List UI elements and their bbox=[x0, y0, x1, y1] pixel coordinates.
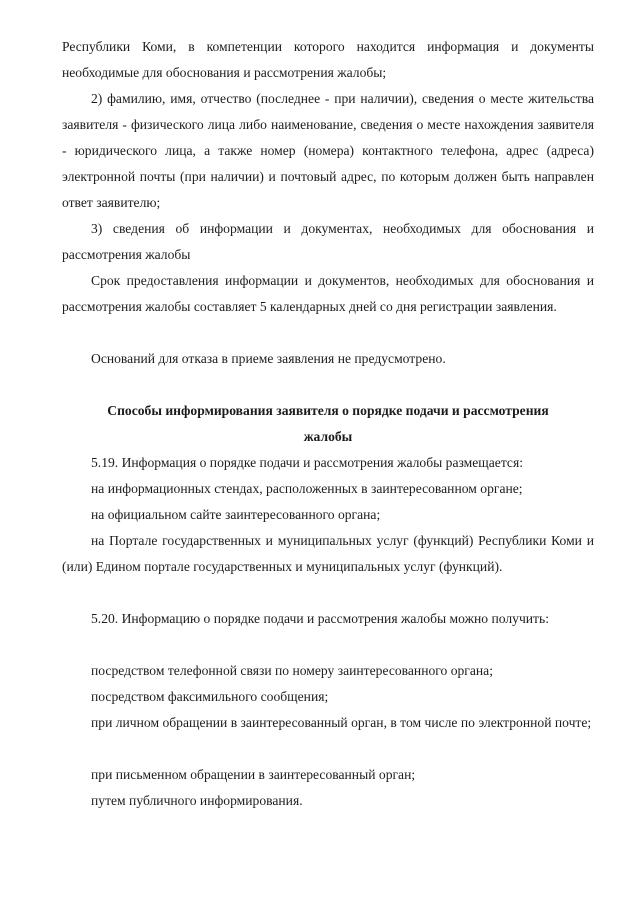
paragraph-2: 2) фамилию, имя, отчество (последнее - при наличии), сведения о месте жительства заявителя - физического лица либо наименование, сведения о месте нахождения заявителя - юридического лица, а также номер (номера) контактного телефона, адрес (адреса) электронной почты (при наличии) и почтовый адрес, по которым должен быть направлен ответ заявителю; bbox=[62, 91, 594, 210]
list-item-portal: на Портале государственных и муниципальных услуг (функций) Республики Коми и (или) Едином портале государственных и муниципальных услуг (функций). bbox=[62, 533, 594, 574]
section-heading-line-2: жалобы bbox=[303, 429, 353, 444]
paragraph-5: Оснований для отказа в приеме заявления не предусмотрено. bbox=[91, 351, 446, 366]
paragraph-5-19: 5.19. Информация о порядке подачи и рассмотрения жалобы размещается: bbox=[91, 455, 523, 470]
paragraph-3: 3) сведения об информации и документах, необходимых для обоснования и рассмотрения жалобы bbox=[62, 221, 594, 262]
section-heading bbox=[62, 398, 594, 450]
paragraph-1: Республики Коми, в компетенции которого находится информация и документы необходимые для обоснования и рассмотрения жалобы; bbox=[62, 39, 594, 80]
list-item-personal: при личном обращении в заинтересованный орган, в том числе по электронной почте; bbox=[91, 715, 592, 730]
section-heading-line-1: Способы информирования заявителя о порядке подачи и рассмотрения bbox=[107, 403, 549, 418]
paragraph-4: Срок предоставления информации и документов, необходимых для обоснования и рассмотрения жалобы составляет 5 календарных дней со дня регистрации заявления. bbox=[62, 273, 594, 314]
list-item-fax: посредством факсимильного сообщения; bbox=[91, 689, 329, 704]
list-item-public: путем публичного информирования. bbox=[91, 793, 303, 808]
list-item-stands: на информационных стендах, расположенных в заинтересованном органе; bbox=[91, 481, 523, 496]
list-item-written: при письменном обращении в заинтересованный орган; bbox=[91, 767, 416, 782]
list-item-website: на официальном сайте заинтересованного органа; bbox=[91, 507, 381, 522]
list-item-phone: посредством телефонной связи по номеру заинтересованного органа; bbox=[91, 663, 493, 678]
paragraph-5-20: 5.20. Информацию о порядке подачи и рассмотрения жалобы можно получить: bbox=[91, 611, 549, 626]
